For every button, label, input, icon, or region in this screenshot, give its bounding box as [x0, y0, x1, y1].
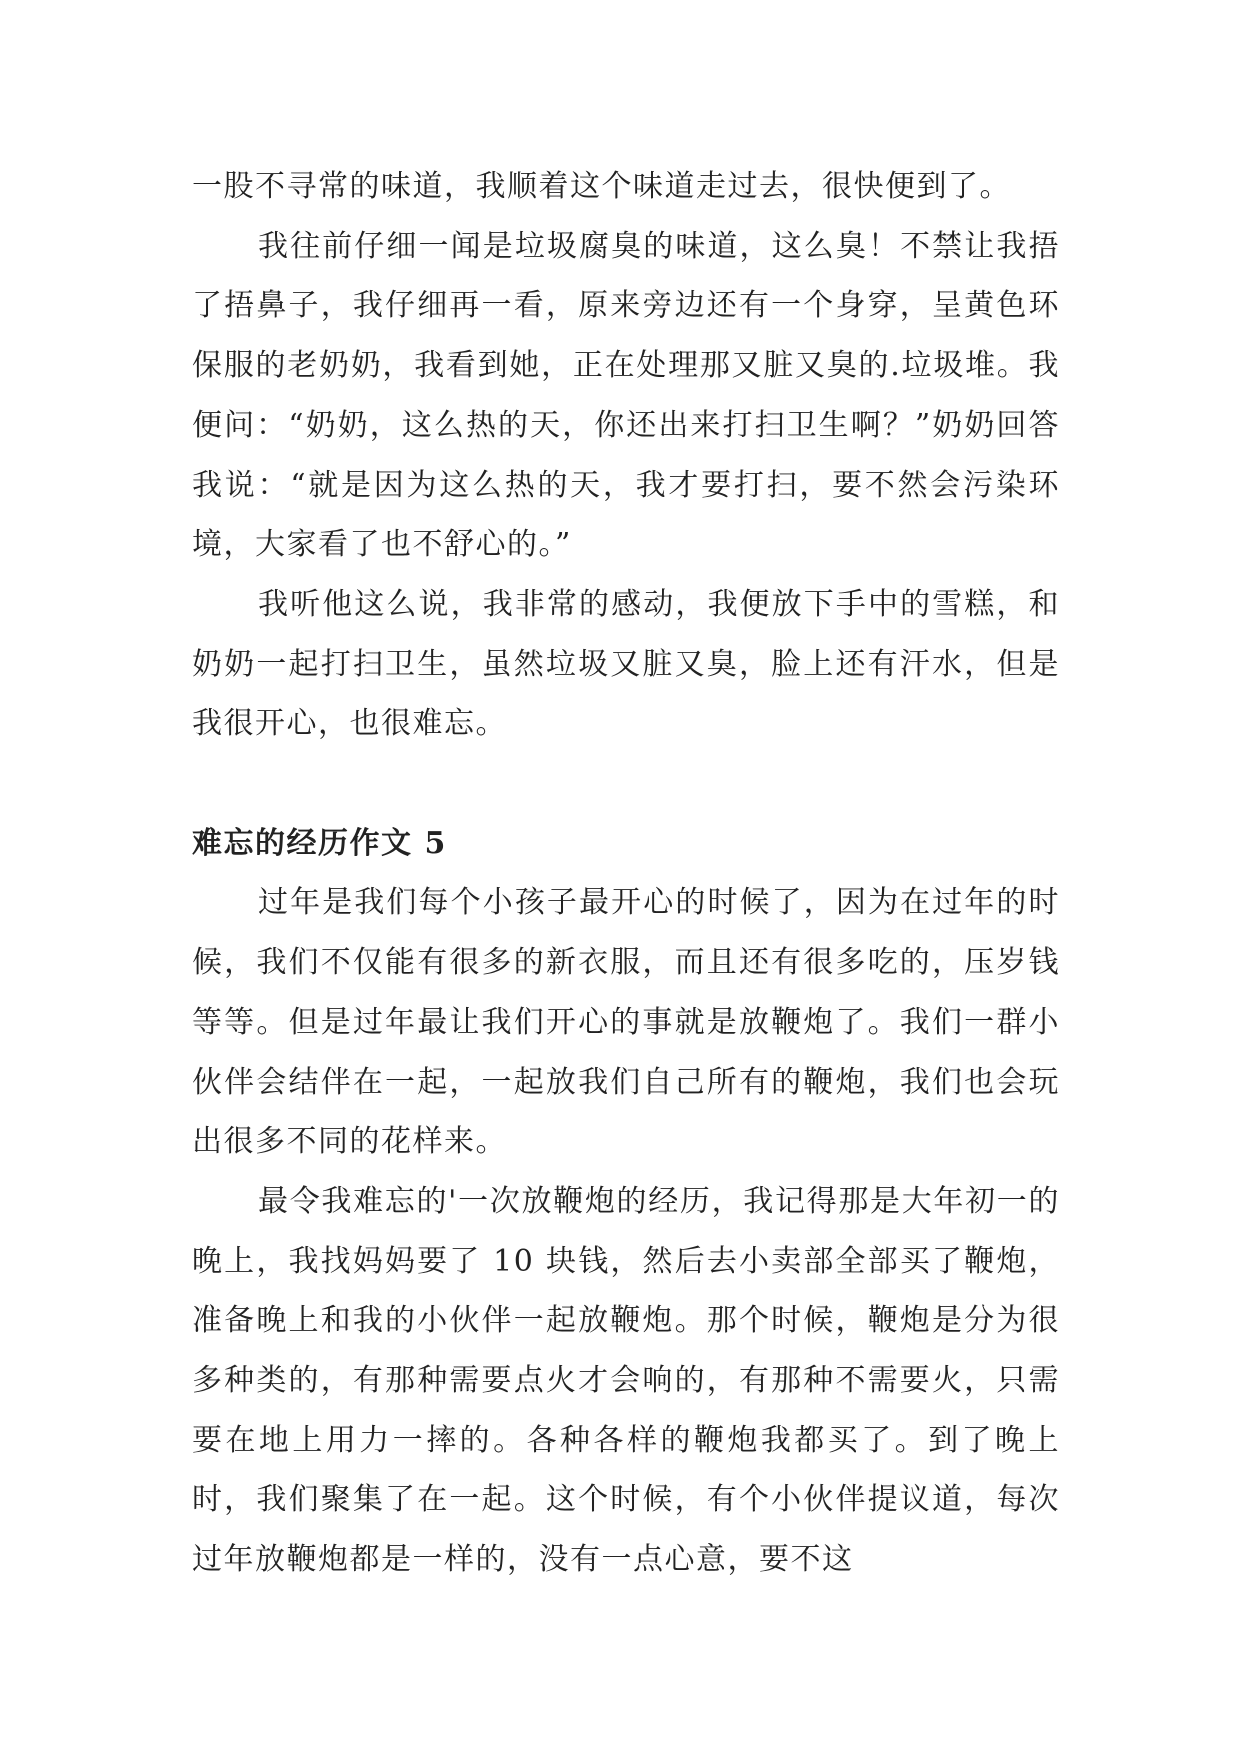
paragraph-helping-clean: 我听他这么说，我非常的感动，我便放下手中的雪糕，和奶奶一起打扫卫生，虽然垃圾又脏又臭，脸上还有汗水，但是我很开心，也很难忘。	[192, 586, 1060, 742]
paragraph-garbage-grandma: 我往前仔细一闻是垃圾腐臭的味道，这么臭！不禁让我捂了捂鼻子，我仔细再一看，原来旁边还有一个身穿，呈黄色环保服的老奶奶，我看到她，正在处理那又脏又臭的.垃圾堆。我便问：“奶奶，这么热的天，你还出来打扫卫生啊？”奶奶回答我说：“就是因为这么热的天，我才要打扫，要不然会污染环境，大家看了也不舒心的。”	[192, 228, 1060, 563]
section-title: 难忘的经历作文 5	[192, 825, 447, 861]
paragraph-continuation: 一股不寻常的味道，我顺着这个味道走过去，很快便到了。	[192, 169, 1011, 204]
paragraph-firecrackers: 最令我难忘的'一次放鞭炮的经历，我记得那是大年初一的晚上，我找妈妈要了 10 块钱，然后去小卖部全部买了鞭炮，准备晚上和我的小伙伴一起放鞭炮。那个时候，鞭炮是分为很多种类的，有那种需要点火才会响的，有那种不需要火，只需要在地上用力一摔的。各种各样的鞭炮我都买了。到了晚上时，我们聚集了在一起。这个时候，有个小伙伴提议道，每次过年放鞭炮都是一样的，没有一点心意，要不这	[192, 1183, 1060, 1578]
paragraph-new-year: 过年是我们每个小孩子最开心的时候了，因为在过年的时候，我们不仅能有很多的新衣服，而且还有很多吃的，压岁钱等等。但是过年最让我们开心的事就是放鞭炮了。我们一群小伙伴会结伴在一起，一起放我们自己所有的鞭炮，我们也会玩出很多不同的花样来。	[192, 885, 1060, 1160]
document-body	[192, 157, 1060, 1590]
